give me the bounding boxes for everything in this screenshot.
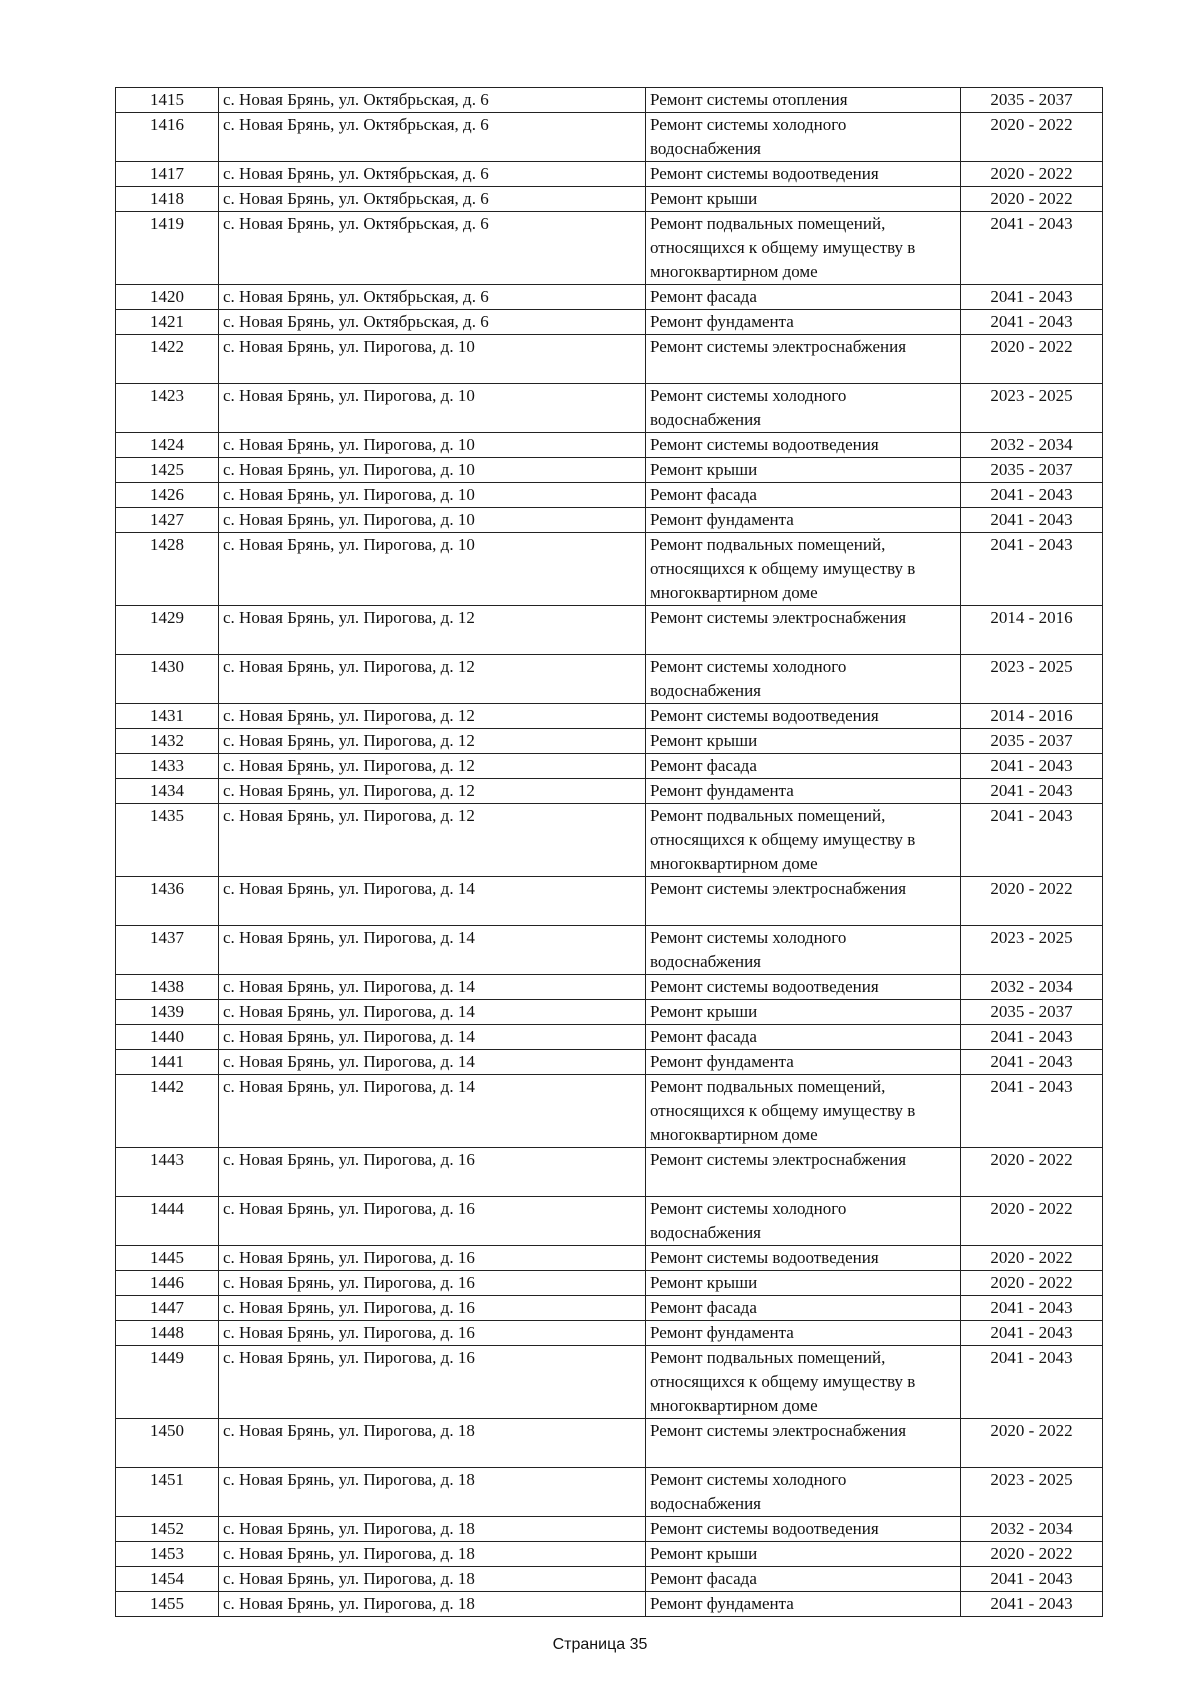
table-row — [116, 975, 1103, 1000]
row-number-cell: 1443 — [116, 1148, 219, 1197]
row-number-cell: 1430 — [116, 655, 219, 704]
table-row — [116, 1419, 1103, 1468]
row-number-cell: 1433 — [116, 754, 219, 779]
page-number: Страница 35 — [552, 1636, 648, 1653]
work-type-cell: Ремонт системы холодного водоснабжения — [646, 384, 961, 433]
row-number-cell: 1421 — [116, 310, 219, 335]
address-cell: с. Новая Брянь, ул. Пирогова, д. 14 — [219, 877, 646, 926]
period-cell: 2014 - 2016 — [961, 606, 1103, 655]
period-cell: 2041 - 2043 — [961, 779, 1103, 804]
row-number-cell: 1432 — [116, 729, 219, 754]
work-type-cell: Ремонт крыши — [646, 1542, 961, 1567]
row-number-cell: 1418 — [116, 187, 219, 212]
work-type-cell: Ремонт фасада — [646, 1567, 961, 1592]
work-type-cell: Ремонт фундамента — [646, 310, 961, 335]
work-type-cell: Ремонт системы водоотведения — [646, 975, 961, 1000]
row-number-cell: 1442 — [116, 1075, 219, 1148]
work-type-cell: Ремонт подвальных помещений, относящихся к общему имуществу в многоквартирном доме — [646, 533, 961, 606]
period-cell: 2041 - 2043 — [961, 285, 1103, 310]
period-cell: 2023 - 2025 — [961, 926, 1103, 975]
address-cell: с. Новая Брянь, ул. Октябрьская, д. 6 — [219, 285, 646, 310]
table-row — [116, 729, 1103, 754]
table-row — [116, 655, 1103, 704]
row-number-cell: 1439 — [116, 1000, 219, 1025]
work-type-cell: Ремонт системы электроснабжения — [646, 877, 961, 926]
work-type-cell: Ремонт фасада — [646, 1025, 961, 1050]
work-type-cell: Ремонт системы водоотведения — [646, 704, 961, 729]
table-row — [116, 877, 1103, 926]
address-cell: с. Новая Брянь, ул. Октябрьская, д. 6 — [219, 162, 646, 187]
work-type-cell: Ремонт системы водоотведения — [646, 1517, 961, 1542]
work-type-cell: Ремонт крыши — [646, 187, 961, 212]
row-number-cell: 1450 — [116, 1419, 219, 1468]
table-row — [116, 162, 1103, 187]
period-cell: 2020 - 2022 — [961, 1197, 1103, 1246]
table-row — [116, 212, 1103, 285]
work-type-cell: Ремонт подвальных помещений, относящихся к общему имуществу в многоквартирном доме — [646, 1075, 961, 1148]
address-cell: с. Новая Брянь, ул. Пирогова, д. 14 — [219, 1000, 646, 1025]
table-row — [116, 88, 1103, 113]
table-row — [116, 1592, 1103, 1617]
address-cell: с. Новая Брянь, ул. Октябрьская, д. 6 — [219, 310, 646, 335]
row-number-cell: 1453 — [116, 1542, 219, 1567]
table-row — [116, 704, 1103, 729]
work-type-cell: Ремонт фундамента — [646, 508, 961, 533]
address-cell: с. Новая Брянь, ул. Пирогова, д. 10 — [219, 533, 646, 606]
period-cell: 2020 - 2022 — [961, 187, 1103, 212]
period-cell: 2032 - 2034 — [961, 1517, 1103, 1542]
table-row — [116, 1321, 1103, 1346]
period-cell: 2041 - 2043 — [961, 483, 1103, 508]
work-type-cell: Ремонт фундамента — [646, 779, 961, 804]
address-cell: с. Новая Брянь, ул. Пирогова, д. 18 — [219, 1517, 646, 1542]
period-cell: 2041 - 2043 — [961, 1567, 1103, 1592]
table-row — [116, 335, 1103, 384]
period-cell: 2041 - 2043 — [961, 1346, 1103, 1419]
address-cell: с. Новая Брянь, ул. Пирогова, д. 10 — [219, 508, 646, 533]
row-number-cell: 1417 — [116, 162, 219, 187]
table-row — [116, 458, 1103, 483]
period-cell: 2020 - 2022 — [961, 1246, 1103, 1271]
row-number-cell: 1445 — [116, 1246, 219, 1271]
table-row — [116, 926, 1103, 975]
row-number-cell: 1426 — [116, 483, 219, 508]
period-cell: 2041 - 2043 — [961, 1321, 1103, 1346]
address-cell: с. Новая Брянь, ул. Пирогова, д. 14 — [219, 926, 646, 975]
period-cell: 2023 - 2025 — [961, 384, 1103, 433]
table-row — [116, 1468, 1103, 1517]
work-type-cell: Ремонт крыши — [646, 729, 961, 754]
work-type-cell: Ремонт системы электроснабжения — [646, 335, 961, 384]
table-row — [116, 533, 1103, 606]
address-cell: с. Новая Брянь, ул. Пирогова, д. 18 — [219, 1468, 646, 1517]
row-number-cell: 1452 — [116, 1517, 219, 1542]
address-cell: с. Новая Брянь, ул. Пирогова, д. 18 — [219, 1592, 646, 1617]
period-cell: 2035 - 2037 — [961, 1000, 1103, 1025]
table-row — [116, 1075, 1103, 1148]
table-row — [116, 187, 1103, 212]
table-row — [116, 1271, 1103, 1296]
row-number-cell: 1429 — [116, 606, 219, 655]
table-row — [116, 754, 1103, 779]
period-cell: 2020 - 2022 — [961, 113, 1103, 162]
period-cell: 2020 - 2022 — [961, 1148, 1103, 1197]
address-cell: с. Новая Брянь, ул. Пирогова, д. 14 — [219, 1025, 646, 1050]
period-cell: 2041 - 2043 — [961, 310, 1103, 335]
table-row — [116, 1246, 1103, 1271]
address-cell: с. Новая Брянь, ул. Пирогова, д. 16 — [219, 1246, 646, 1271]
table-row — [116, 310, 1103, 335]
period-cell: 2020 - 2022 — [961, 162, 1103, 187]
table-row — [116, 1000, 1103, 1025]
address-cell: с. Новая Брянь, ул. Пирогова, д. 10 — [219, 384, 646, 433]
period-cell: 2035 - 2037 — [961, 458, 1103, 483]
table-row — [116, 1148, 1103, 1197]
table-row — [116, 1542, 1103, 1567]
work-type-cell: Ремонт системы холодного водоснабжения — [646, 113, 961, 162]
address-cell: с. Новая Брянь, ул. Пирогова, д. 12 — [219, 704, 646, 729]
row-number-cell: 1422 — [116, 335, 219, 384]
address-cell: с. Новая Брянь, ул. Пирогова, д. 14 — [219, 1075, 646, 1148]
table-row — [116, 779, 1103, 804]
address-cell: с. Новая Брянь, ул. Пирогова, д. 16 — [219, 1346, 646, 1419]
row-number-cell: 1437 — [116, 926, 219, 975]
table-row — [116, 508, 1103, 533]
work-type-cell: Ремонт системы водоотведения — [646, 1246, 961, 1271]
row-number-cell: 1446 — [116, 1271, 219, 1296]
row-number-cell: 1415 — [116, 88, 219, 113]
row-number-cell: 1425 — [116, 458, 219, 483]
work-type-cell: Ремонт фундамента — [646, 1050, 961, 1075]
address-cell: с. Новая Брянь, ул. Пирогова, д. 16 — [219, 1197, 646, 1246]
period-cell: 2023 - 2025 — [961, 655, 1103, 704]
row-number-cell: 1438 — [116, 975, 219, 1000]
address-cell: с. Новая Брянь, ул. Пирогова, д. 18 — [219, 1542, 646, 1567]
period-cell: 2041 - 2043 — [961, 1025, 1103, 1050]
period-cell: 2020 - 2022 — [961, 1542, 1103, 1567]
address-cell: с. Новая Брянь, ул. Пирогова, д. 12 — [219, 606, 646, 655]
period-cell: 2041 - 2043 — [961, 212, 1103, 285]
row-number-cell: 1424 — [116, 433, 219, 458]
work-type-cell: Ремонт фасада — [646, 285, 961, 310]
address-cell: с. Новая Брянь, ул. Пирогова, д. 12 — [219, 779, 646, 804]
work-type-cell: Ремонт фасада — [646, 483, 961, 508]
period-cell: 2041 - 2043 — [961, 533, 1103, 606]
row-number-cell: 1436 — [116, 877, 219, 926]
address-cell: с. Новая Брянь, ул. Пирогова, д. 18 — [219, 1419, 646, 1468]
period-cell: 2041 - 2043 — [961, 1296, 1103, 1321]
row-number-cell: 1454 — [116, 1567, 219, 1592]
work-type-cell: Ремонт крыши — [646, 1271, 961, 1296]
table-row — [116, 384, 1103, 433]
period-cell: 2035 - 2037 — [961, 729, 1103, 754]
row-number-cell: 1435 — [116, 804, 219, 877]
address-cell: с. Новая Брянь, ул. Пирогова, д. 14 — [219, 1050, 646, 1075]
work-type-cell: Ремонт системы отопления — [646, 88, 961, 113]
row-number-cell: 1451 — [116, 1468, 219, 1517]
period-cell: 2020 - 2022 — [961, 1419, 1103, 1468]
work-type-cell: Ремонт системы холодного водоснабжения — [646, 1468, 961, 1517]
row-number-cell: 1447 — [116, 1296, 219, 1321]
period-cell: 2020 - 2022 — [961, 335, 1103, 384]
row-number-cell: 1441 — [116, 1050, 219, 1075]
work-type-cell: Ремонт системы электроснабжения — [646, 1148, 961, 1197]
table-row — [116, 1517, 1103, 1542]
period-cell: 2014 - 2016 — [961, 704, 1103, 729]
table-row — [116, 1296, 1103, 1321]
address-cell: с. Новая Брянь, ул. Пирогова, д. 14 — [219, 975, 646, 1000]
work-type-cell: Ремонт фасада — [646, 1296, 961, 1321]
work-type-cell: Ремонт подвальных помещений, относящихся к общему имуществу в многоквартирном доме — [646, 804, 961, 877]
work-type-cell: Ремонт фундамента — [646, 1592, 961, 1617]
row-number-cell: 1444 — [116, 1197, 219, 1246]
row-number-cell: 1419 — [116, 212, 219, 285]
period-cell: 2020 - 2022 — [961, 877, 1103, 926]
address-cell: с. Новая Брянь, ул. Пирогова, д. 10 — [219, 335, 646, 384]
table-row — [116, 433, 1103, 458]
address-cell: с. Новая Брянь, ул. Пирогова, д. 10 — [219, 458, 646, 483]
work-type-cell: Ремонт подвальных помещений, относящихся к общему имуществу в многоквартирном доме — [646, 1346, 961, 1419]
work-type-cell: Ремонт фундамента — [646, 1321, 961, 1346]
row-number-cell: 1428 — [116, 533, 219, 606]
address-cell: с. Новая Брянь, ул. Пирогова, д. 18 — [219, 1567, 646, 1592]
row-number-cell: 1455 — [116, 1592, 219, 1617]
period-cell: 2023 - 2025 — [961, 1468, 1103, 1517]
work-type-cell: Ремонт крыши — [646, 458, 961, 483]
work-type-cell: Ремонт системы водоотведения — [646, 433, 961, 458]
address-cell: с. Новая Брянь, ул. Пирогова, д. 12 — [219, 655, 646, 704]
work-type-cell: Ремонт системы холодного водоснабжения — [646, 655, 961, 704]
table-row — [116, 483, 1103, 508]
address-cell: с. Новая Брянь, ул. Октябрьская, д. 6 — [219, 187, 646, 212]
work-type-cell: Ремонт системы холодного водоснабжения — [646, 1197, 961, 1246]
row-number-cell: 1440 — [116, 1025, 219, 1050]
table-row — [116, 804, 1103, 877]
period-cell: 2041 - 2043 — [961, 1592, 1103, 1617]
period-cell: 2032 - 2034 — [961, 433, 1103, 458]
table-row — [116, 1025, 1103, 1050]
row-number-cell: 1423 — [116, 384, 219, 433]
repair-schedule-table — [115, 87, 1103, 1617]
address-cell: с. Новая Брянь, ул. Пирогова, д. 16 — [219, 1321, 646, 1346]
address-cell: с. Новая Брянь, ул. Пирогова, д. 12 — [219, 754, 646, 779]
table-row — [116, 113, 1103, 162]
period-cell: 2020 - 2022 — [961, 1271, 1103, 1296]
address-cell: с. Новая Брянь, ул. Пирогова, д. 16 — [219, 1148, 646, 1197]
row-number-cell: 1434 — [116, 779, 219, 804]
work-type-cell: Ремонт подвальных помещений, относящихся к общему имуществу в многоквартирном доме — [646, 212, 961, 285]
period-cell: 2041 - 2043 — [961, 1050, 1103, 1075]
work-type-cell: Ремонт системы электроснабжения — [646, 1419, 961, 1468]
period-cell: 2041 - 2043 — [961, 754, 1103, 779]
address-cell: с. Новая Брянь, ул. Октябрьская, д. 6 — [219, 88, 646, 113]
period-cell: 2041 - 2043 — [961, 804, 1103, 877]
period-cell: 2032 - 2034 — [961, 975, 1103, 1000]
table-row — [116, 606, 1103, 655]
period-cell: 2035 - 2037 — [961, 88, 1103, 113]
row-number-cell: 1416 — [116, 113, 219, 162]
row-number-cell: 1448 — [116, 1321, 219, 1346]
period-cell: 2041 - 2043 — [961, 508, 1103, 533]
table-row — [116, 1346, 1103, 1419]
row-number-cell: 1420 — [116, 285, 219, 310]
table-row — [116, 285, 1103, 310]
table-body — [116, 88, 1103, 1617]
work-type-cell: Ремонт крыши — [646, 1000, 961, 1025]
address-cell: с. Новая Брянь, ул. Пирогова, д. 12 — [219, 804, 646, 877]
work-type-cell: Ремонт системы водоотведения — [646, 162, 961, 187]
address-cell: с. Новая Брянь, ул. Октябрьская, д. 6 — [219, 113, 646, 162]
work-type-cell: Ремонт фасада — [646, 754, 961, 779]
address-cell: с. Новая Брянь, ул. Пирогова, д. 10 — [219, 433, 646, 458]
row-number-cell: 1431 — [116, 704, 219, 729]
row-number-cell: 1449 — [116, 1346, 219, 1419]
work-type-cell: Ремонт системы электроснабжения — [646, 606, 961, 655]
period-cell: 2041 - 2043 — [961, 1075, 1103, 1148]
table-row — [116, 1567, 1103, 1592]
work-type-cell: Ремонт системы холодного водоснабжения — [646, 926, 961, 975]
address-cell: с. Новая Брянь, ул. Пирогова, д. 16 — [219, 1271, 646, 1296]
address-cell: с. Новая Брянь, ул. Пирогова, д. 10 — [219, 483, 646, 508]
table-row — [116, 1197, 1103, 1246]
table-row — [116, 1050, 1103, 1075]
row-number-cell: 1427 — [116, 508, 219, 533]
address-cell: с. Новая Брянь, ул. Октябрьская, д. 6 — [219, 212, 646, 285]
address-cell: с. Новая Брянь, ул. Пирогова, д. 16 — [219, 1296, 646, 1321]
address-cell: с. Новая Брянь, ул. Пирогова, д. 12 — [219, 729, 646, 754]
